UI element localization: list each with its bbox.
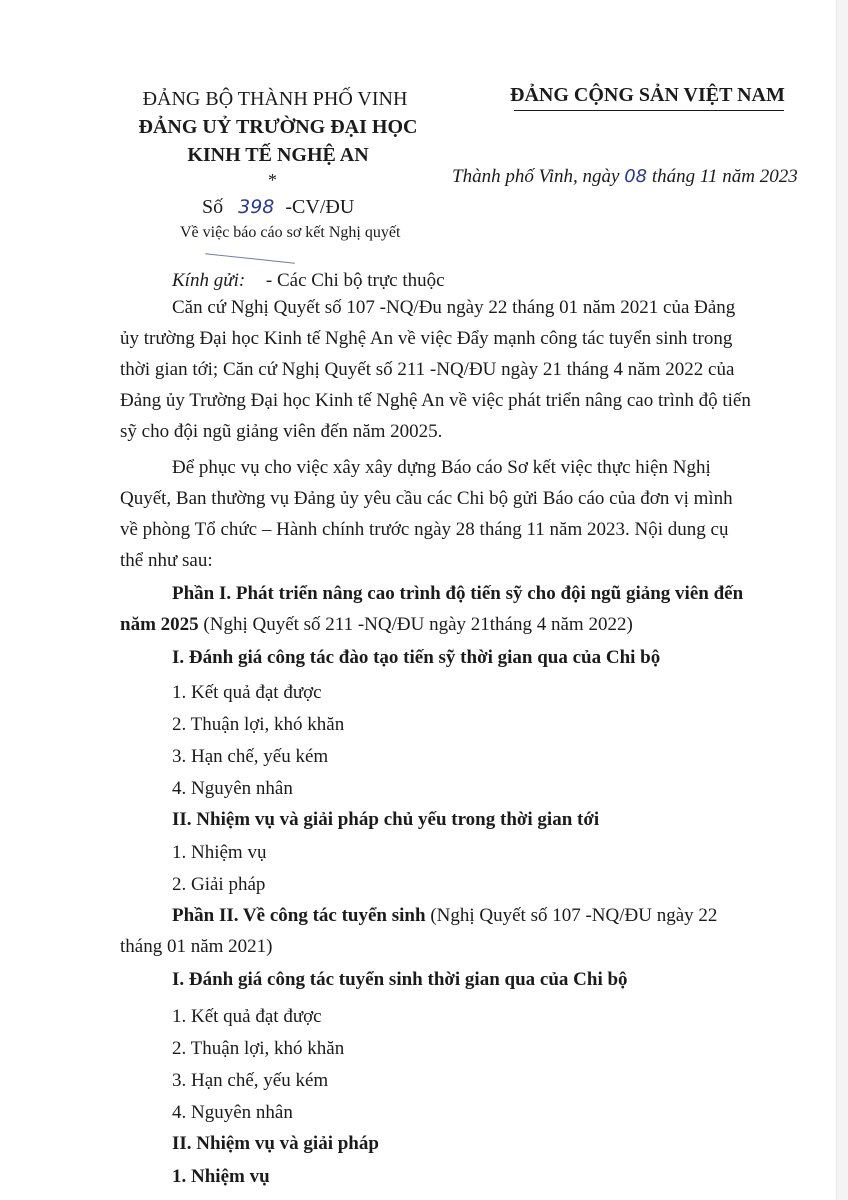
p1-line-5: sỹ cho đội ngũ giảng viên đến năm 20025. [120,421,443,442]
part1-item-3: 3. Hạn chế, yếu kém [172,746,329,767]
university-party-committee: ĐẢNG UỶ TRƯỜNG ĐẠI HỌC [138,116,418,138]
stamp-mark [300,238,360,274]
document-date [452,166,798,188]
scan-edge [836,0,848,1200]
p1-line-2: ủy trường Đại học Kinh tế Nghệ An về việc Đẩy mạnh công tác tuyển sinh trong [120,328,733,349]
part1-item-4: 4. Nguyên nhân [172,778,293,799]
part2-section-1: I. Đánh giá công tác tuyển sinh thời gian qua của Chi bộ [172,969,628,990]
university-name: KINH TẾ NGHỆ AN [187,144,369,166]
part2-title-line-2: tháng 01 năm 2021) [120,936,273,957]
part1-solution: 2. Giải pháp [172,874,266,895]
party-name: ĐẢNG CỘNG SẢN VIỆT NAM [510,84,785,106]
p2-line-4: thể như sau: [120,550,213,571]
p2-line-1: Để phục vụ cho việc xây xây dựng Báo cáo Sơ kết việc thực hiện Nghị [172,457,711,478]
addressee-value: - Các Chi bộ trực thuộc [265,270,445,291]
part1-resolution: (Nghị Quyết số 211 -NQ/ĐU ngày 21tháng 4 năm 2022) [203,614,633,635]
document-subject: Về việc báo cáo sơ kết Nghị quyết [180,224,401,241]
part1-section-1: I. Đánh giá công tác đào tạo tiến sỹ thời gian qua của Chi bộ [172,647,661,668]
part1-title-line-1: Phần I. Phát triển nâng cao trình độ tiến sỹ cho đội ngũ giảng viên đến [172,583,744,604]
date-suffix: tháng 11 năm 2023 [651,166,798,187]
part2-title: Phần II. Về công tác tuyển sinh [172,905,426,926]
part2-task: 1. Nhiệm vụ [172,1166,270,1187]
part1-section-2: II. Nhiệm vụ và giải pháp chủ yếu trong thời gian tới [172,809,600,830]
part1-item-1: 1. Kết quả đạt được [172,682,322,703]
part2-item-1: 1. Kết quả đạt được [172,1006,322,1027]
party-committee-city: ĐẢNG BỘ THÀNH PHỐ VINH [142,88,408,110]
party-name-underline [514,110,784,111]
date-prefix: Thành phố Vinh, ngày [452,166,620,187]
date-day-handwritten: 08 [624,166,648,187]
number-handwritten: 398 [238,196,275,218]
part1-task: 1. Nhiệm vụ [172,842,267,863]
part2-section-2: II. Nhiệm vụ và giải pháp [172,1133,379,1154]
p1-line-1: Căn cứ Nghị Quyết số 107 -NQ/Đu ngày 22 tháng 01 năm 2021 của Đảng [172,297,736,318]
handwritten-stroke [205,253,295,263]
p1-line-3: thời gian tới; Căn cứ Nghị Quyết số 211 -NQ/ĐU ngày 21 tháng 4 năm 2022 của [120,359,735,380]
part2-resolution: (Nghị Quyết số 107 -NQ/ĐU ngày 22 [430,905,718,926]
number-suffix: -CV/ĐU [285,196,355,218]
part1-title-line-2 [120,609,633,640]
part2-item-2: 2. Thuận lợi, khó khăn [172,1038,345,1059]
part2-title-line-1 [172,900,717,931]
p2-line-2: Quyết, Ban thường vụ Đảng ủy yêu cầu các Chi bộ gửi Báo cáo của đơn vị mình [120,488,733,509]
document-number [202,196,354,219]
part2-item-4: 4. Nguyên nhân [172,1102,293,1123]
part1-item-2: 2. Thuận lợi, khó khăn [172,714,345,735]
number-prefix: Số [202,196,224,218]
part1-year: năm 2025 [120,614,199,635]
p1-line-4: Đảng ủy Trường Đại học Kinh tế Nghệ An về việc phát triển nâng cao trình độ tiến [120,390,751,411]
addressee [172,270,445,292]
header-star: * [268,170,277,190]
addressee-label: Kính gửi: [172,270,246,291]
part2-item-3: 3. Hạn chế, yếu kém [172,1070,329,1091]
p2-line-3: về phòng Tổ chức – Hành chính trước ngày 28 tháng 11 năm 2023. Nội dung cụ [120,519,729,540]
